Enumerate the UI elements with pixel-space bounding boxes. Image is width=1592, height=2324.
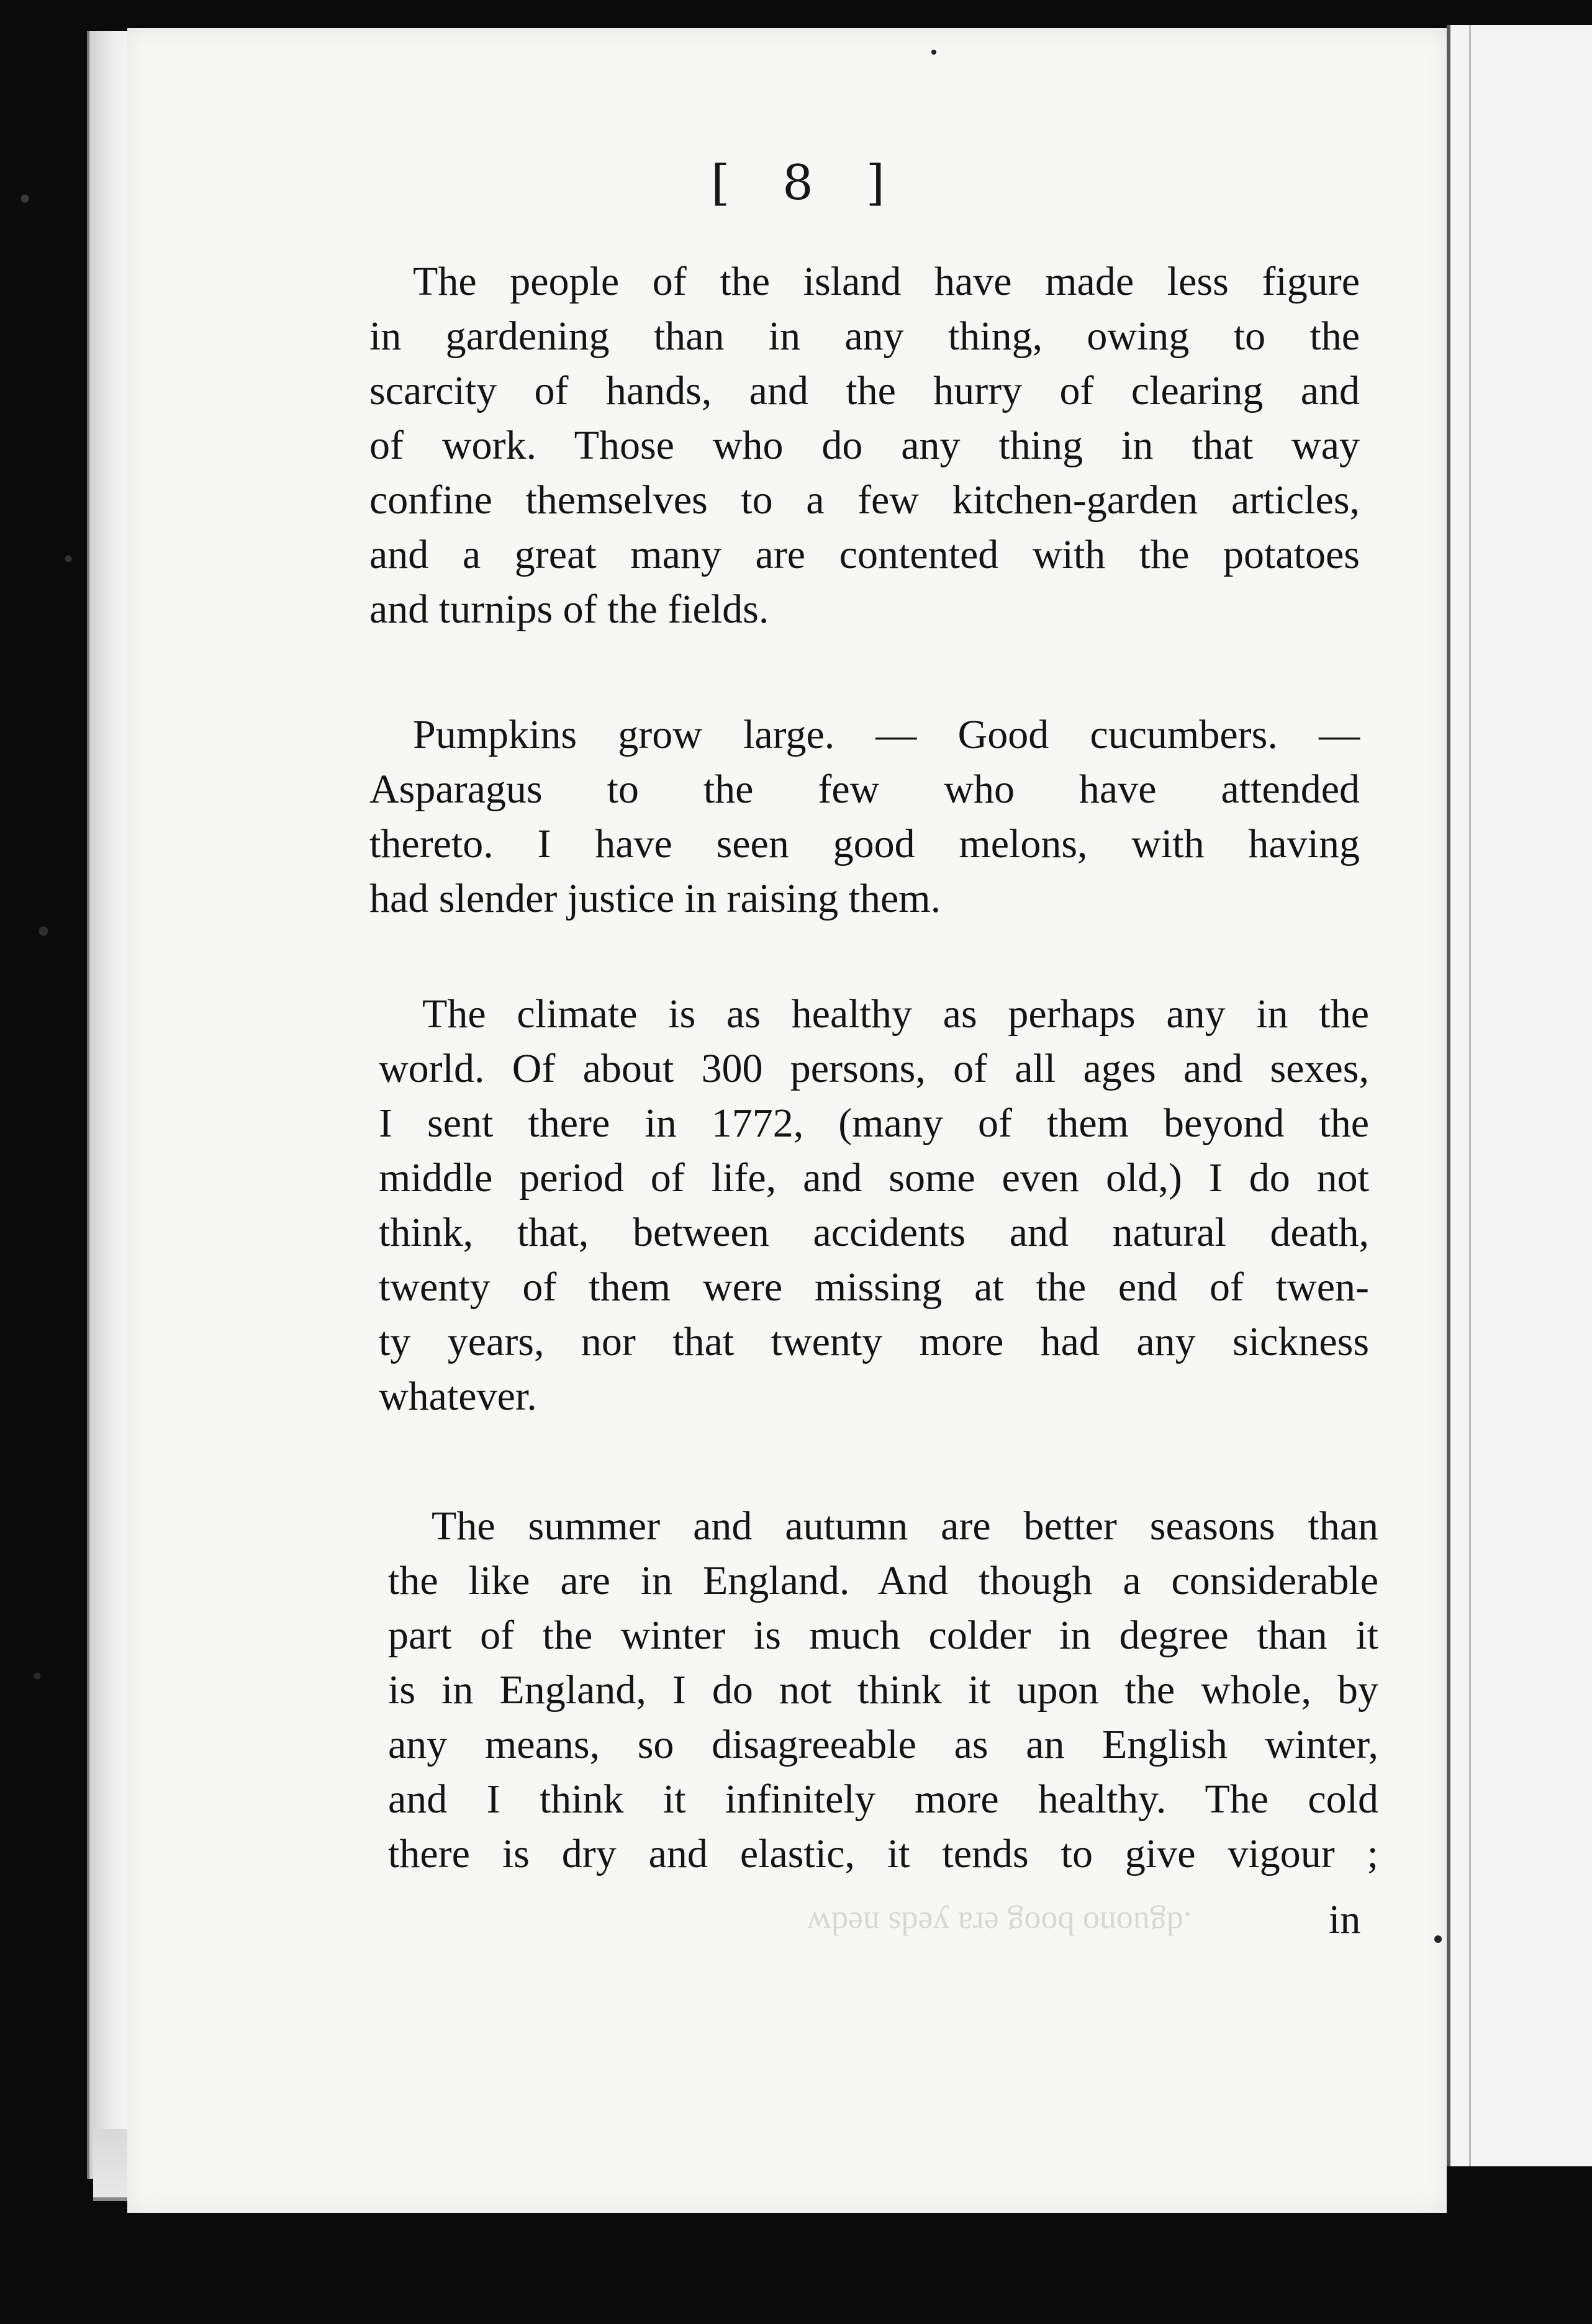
text-line: whatever. — [379, 1374, 537, 1419]
text-line: think, that, between accidents and natural death, — [379, 1210, 1369, 1255]
text-line: thereto. I have seen good melons, with having — [369, 821, 1360, 867]
text-line: the like are in England. And though a considerable — [388, 1558, 1378, 1603]
text-line: middle period of life, and some even old,) I do not — [379, 1155, 1369, 1200]
page-number-header: [ 8 ] — [710, 155, 904, 211]
text-line: Pumpkins grow large. — Good cucumbers. — — [413, 712, 1360, 757]
ink-speck — [1434, 1935, 1442, 1943]
text-line: and I think it infinitely more healthy. The cold — [388, 1777, 1378, 1822]
text-line: in gardening than in any thing, owing to the — [369, 313, 1360, 359]
text-line: The people of the island have made less figure — [413, 259, 1360, 304]
paragraph-seasons — [388, 1499, 1378, 1881]
text-line: ty years, nor that twenty more had any sickness — [379, 1319, 1369, 1364]
facing-page-fold — [1469, 25, 1471, 2166]
text-line: and turnips of the fields. — [369, 587, 769, 632]
paragraph-climate — [379, 987, 1369, 1424]
paragraph-gardening — [369, 254, 1360, 637]
text-line: there is dry and elastic, it tends to give vigour ; — [388, 1831, 1378, 1876]
text-line: twenty of them were missing at the end of twen- — [379, 1264, 1369, 1310]
text-line: part of the winter is much colder in degree than it — [388, 1613, 1378, 1658]
text-line: The climate is as healthy as perhaps any in the — [422, 991, 1369, 1037]
text-line: I sent there in 1772, (many of them beyond the — [379, 1101, 1369, 1146]
text-line: scarcity of hands, and the hurry of clearing and — [369, 368, 1360, 413]
text-line: Asparagus to the few who have attended — [369, 767, 1360, 812]
catchword: in — [1329, 1897, 1361, 1942]
facing-page-edge — [1447, 25, 1592, 2166]
paragraph-pumpkins — [369, 708, 1360, 926]
text-line: and a great many are contented with the potatoes — [369, 532, 1360, 577]
text-line: of work. Those who do any thing in that way — [369, 423, 1360, 468]
text-line: confine themselves to a few kitchen-garden articles, — [369, 477, 1360, 523]
ink-speck — [931, 50, 936, 55]
text-line: world. Of about 300 persons, of all ages and sexes, — [379, 1046, 1369, 1091]
text-line: any means, so disagreeable as an English winter, — [388, 1722, 1378, 1767]
show-through-text: .dguono boog era yeds nedw — [807, 1905, 1192, 1942]
text-line: The summer and autumn are better seasons than — [432, 1503, 1378, 1549]
text-line: had slender justice in raising them. — [369, 876, 941, 921]
text-line: is in England, I do not think it upon the whole, by — [388, 1667, 1378, 1713]
